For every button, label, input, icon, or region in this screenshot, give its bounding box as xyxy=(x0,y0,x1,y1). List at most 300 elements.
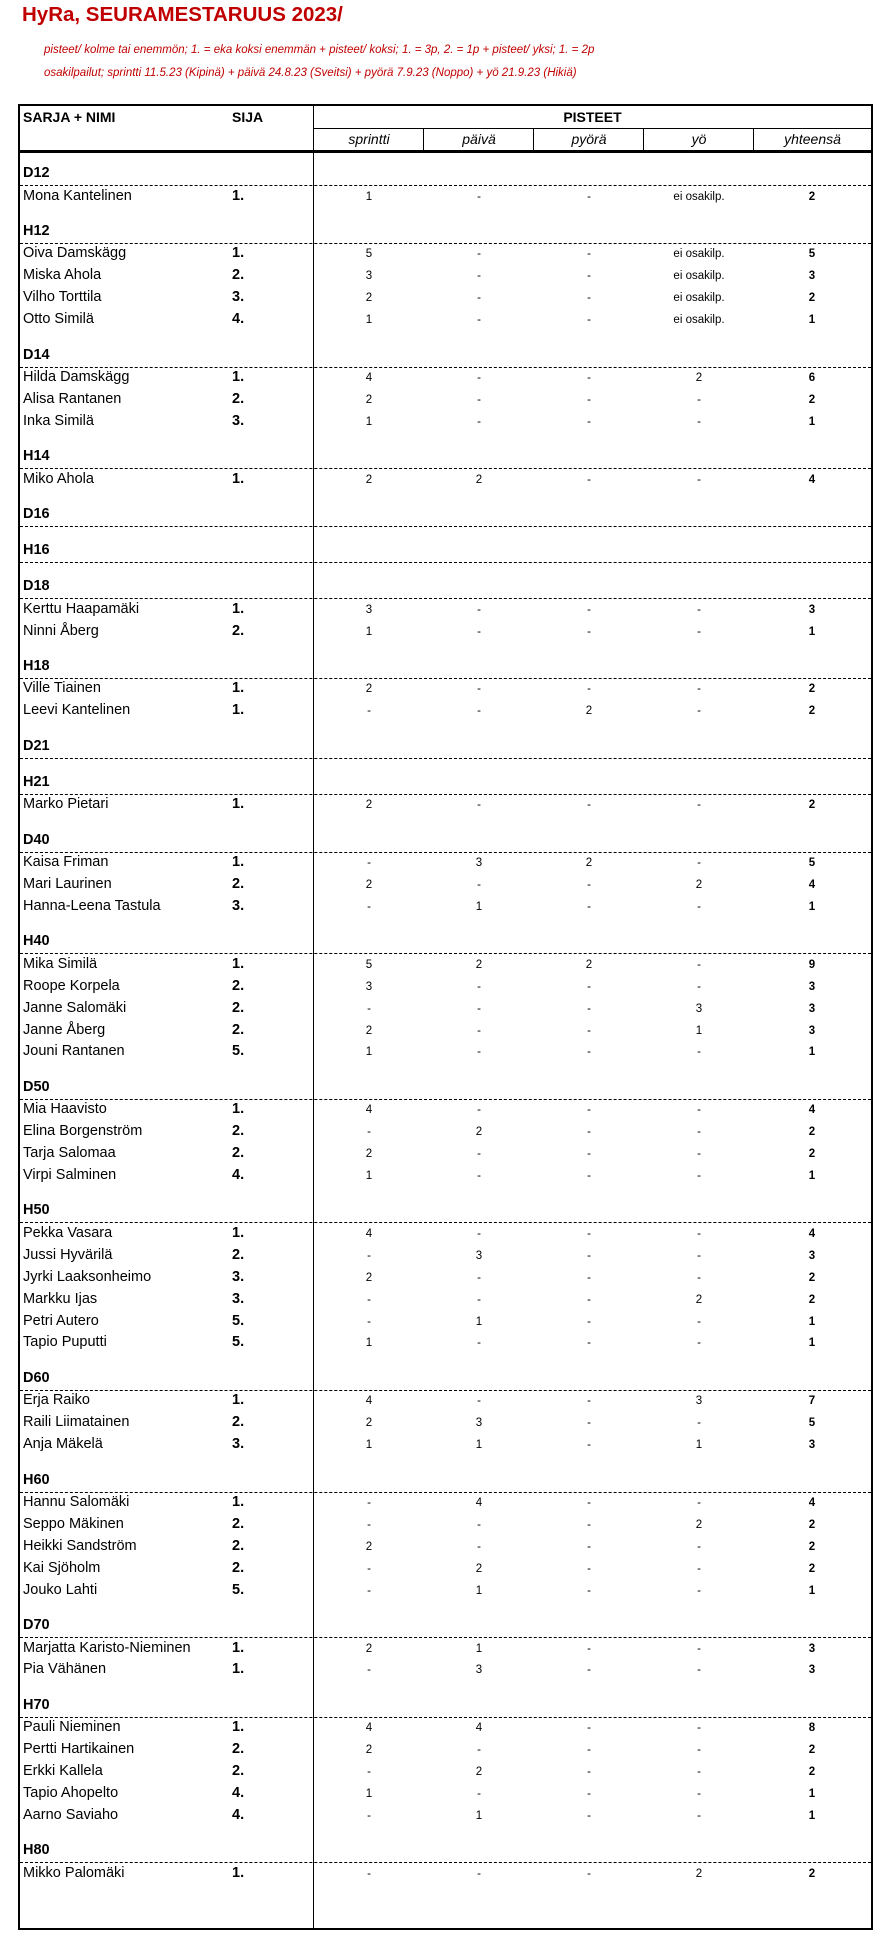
pyora-points: - xyxy=(587,473,591,486)
pyora-points: - xyxy=(587,190,591,203)
competitor-name: Kerttu Haapamäki xyxy=(23,600,140,617)
yo-points: - xyxy=(697,603,701,616)
sprintti-points: - xyxy=(367,1497,371,1509)
yo-points: - xyxy=(697,1417,701,1430)
total-points: 2 xyxy=(808,1293,816,1306)
table-row xyxy=(20,244,871,266)
placement: 2. xyxy=(232,1741,245,1758)
class-name: D16 xyxy=(23,506,50,523)
table-row xyxy=(20,1224,871,1246)
placement: 5. xyxy=(232,1043,245,1060)
class-name: H18 xyxy=(23,657,50,674)
total-points: 5 xyxy=(808,857,816,870)
paiva-points: 2 xyxy=(475,473,483,486)
pyora-points: - xyxy=(587,1046,591,1059)
paiva-points: - xyxy=(477,1002,481,1015)
class-name: D50 xyxy=(23,1078,50,1095)
total-points: 2 xyxy=(808,1126,816,1139)
total-points: 3 xyxy=(808,980,816,993)
competitor-name: Tapio Ahopelto xyxy=(23,1785,119,1801)
sprintti-points: 2 xyxy=(365,1417,373,1430)
pyora-points: - xyxy=(587,1540,591,1553)
sprintti-points: - xyxy=(367,1809,371,1822)
table-row xyxy=(20,1144,871,1166)
table-row xyxy=(20,1100,871,1122)
competitor-name: Hilda Damskägg xyxy=(23,369,130,385)
competitor-name: Miska Ahola xyxy=(23,267,102,284)
yo-points: - xyxy=(697,1766,701,1779)
paiva-points: - xyxy=(477,1867,481,1880)
table-row xyxy=(20,622,871,644)
pyora-points: - xyxy=(587,1148,591,1161)
paiva-points: 1 xyxy=(475,900,483,913)
header-pisteet: PISTEET xyxy=(563,109,622,125)
sprintti-points: 5 xyxy=(365,958,373,971)
pyora-points: - xyxy=(587,1170,591,1182)
pyora-points: - xyxy=(587,1766,591,1779)
pyora-points: - xyxy=(587,1249,591,1262)
table-row xyxy=(20,266,871,288)
table-row xyxy=(20,897,871,919)
sprintti-points: 1 xyxy=(365,1337,373,1350)
pyora-points: 2 xyxy=(585,958,593,971)
placement: 2. xyxy=(232,390,245,407)
sprintti-points: - xyxy=(367,1867,371,1880)
paiva-points: - xyxy=(477,372,481,384)
sprintti-points: - xyxy=(367,1126,371,1139)
competitor-name: Otto Similä xyxy=(23,311,94,328)
yo-points: - xyxy=(697,1642,701,1655)
sprintti-points: - xyxy=(367,705,371,718)
points-subheader xyxy=(20,129,871,151)
sprintti-points: 2 xyxy=(365,799,373,812)
yo-points: - xyxy=(697,1170,701,1182)
total-points: 4 xyxy=(808,1497,816,1509)
paiva-points: - xyxy=(477,799,481,812)
table-row xyxy=(20,1333,871,1355)
placement: 1. xyxy=(232,369,245,385)
yo-points: - xyxy=(697,1227,701,1240)
header-pyora: pyörä xyxy=(571,131,607,147)
sprintti-points: - xyxy=(367,857,371,870)
pyora-points: - xyxy=(587,1395,591,1408)
sprintti-points: 1 xyxy=(365,190,373,203)
competitor-name: Petri Autero xyxy=(23,1312,99,1329)
competitor-name: Roope Korpela xyxy=(23,977,120,994)
paiva-points: 1 xyxy=(475,1809,483,1822)
pyora-points: 2 xyxy=(585,705,593,718)
table-row xyxy=(20,853,871,875)
pyora-points: - xyxy=(587,1024,591,1037)
placement: 3. xyxy=(232,412,245,429)
yo-points: - xyxy=(697,799,701,812)
paiva-points: 2 xyxy=(475,1766,483,1779)
sprintti-points: 1 xyxy=(365,1046,373,1059)
placement: 1. xyxy=(232,796,245,813)
sprintti-points: 2 xyxy=(365,683,373,696)
yo-points: - xyxy=(697,857,701,870)
placement: 1. xyxy=(232,702,245,719)
placement: 2. xyxy=(232,1763,245,1780)
placement: 2. xyxy=(232,977,245,994)
total-points: 1 xyxy=(808,1788,816,1800)
paiva-points: - xyxy=(477,248,481,261)
total-points: 2 xyxy=(808,683,816,696)
table-row xyxy=(20,1806,871,1828)
class-name: D70 xyxy=(23,1617,50,1633)
class-name: D40 xyxy=(23,831,50,848)
yo-points: - xyxy=(697,473,701,486)
paiva-points: - xyxy=(477,190,481,203)
total-points: 3 xyxy=(808,1439,816,1452)
table-row xyxy=(20,1268,871,1290)
class-name: H50 xyxy=(23,1202,50,1219)
points-column-divider xyxy=(313,106,314,1928)
sprintti-points: 1 xyxy=(365,314,373,327)
table-row xyxy=(20,1021,871,1043)
total-points: 4 xyxy=(808,1104,816,1117)
placement: 1. xyxy=(232,1719,245,1736)
pyora-points: - xyxy=(587,1293,591,1306)
yo-points: - xyxy=(697,1046,701,1059)
competitor-name: Miko Ahola xyxy=(23,470,94,487)
paiva-points: - xyxy=(477,314,481,327)
placement: 1. xyxy=(232,600,245,617)
placement: 2. xyxy=(232,1246,245,1263)
sprintti-points: 4 xyxy=(365,1227,373,1240)
table-row xyxy=(20,1740,871,1762)
yo-points: - xyxy=(697,1148,701,1161)
yo-points: 1 xyxy=(695,1024,703,1037)
header-sija: SIJA xyxy=(232,109,264,125)
total-points: 1 xyxy=(808,415,816,428)
yo-points: - xyxy=(697,1722,701,1735)
page-title: HyRa, SEURAMESTARUUS 2023/ xyxy=(22,3,343,26)
pyora-points: - xyxy=(587,1584,591,1597)
total-points: 2 xyxy=(808,1562,816,1575)
paiva-points: - xyxy=(477,1293,481,1306)
pyora-points: - xyxy=(587,1642,591,1655)
yo-points: 1 xyxy=(695,1439,703,1452)
competitor-name: Pauli Nieminen xyxy=(23,1719,121,1736)
competitor-name: Pekka Vasara xyxy=(23,1224,113,1241)
pyora-points: - xyxy=(587,314,591,327)
table-header xyxy=(20,106,871,129)
yo-points: - xyxy=(697,900,701,913)
sprintti-points: - xyxy=(367,1249,371,1262)
total-points: 4 xyxy=(808,1227,816,1240)
sprintti-points: - xyxy=(367,1315,371,1328)
competitor-name: Erkki Kallela xyxy=(23,1763,103,1780)
placement: 2. xyxy=(232,622,245,639)
class-name: H80 xyxy=(23,1842,50,1859)
yo-points: - xyxy=(697,393,701,406)
pyora-points: - xyxy=(587,1337,591,1350)
class-name: H16 xyxy=(23,542,50,559)
yo-points: ei osakilp. xyxy=(673,190,725,203)
table-row xyxy=(20,1581,871,1603)
sprintti-points: - xyxy=(367,1664,371,1677)
competitor-name: Mona Kantelinen xyxy=(23,187,132,204)
column-divider xyxy=(643,129,644,150)
yo-points: 3 xyxy=(695,1395,703,1408)
yo-points: - xyxy=(697,980,701,993)
paiva-points: 1 xyxy=(475,1642,483,1655)
competitor-name: Mia Haavisto xyxy=(23,1101,107,1118)
class-name: H12 xyxy=(23,222,50,239)
total-points: 3 xyxy=(808,270,816,283)
placement: 3. xyxy=(232,289,245,306)
table-row xyxy=(20,1762,871,1784)
total-points: 1 xyxy=(808,1337,816,1350)
pyora-points: 2 xyxy=(585,857,593,870)
competitor-name: Hanna-Leena Tastula xyxy=(23,897,161,914)
class-name: D14 xyxy=(23,346,50,363)
group-divider xyxy=(20,526,871,527)
total-points: 3 xyxy=(808,1249,816,1262)
class-name: D12 xyxy=(23,165,50,181)
sprintti-points: 1 xyxy=(365,1788,373,1800)
yo-points: - xyxy=(697,1249,701,1262)
paiva-points: - xyxy=(477,1227,481,1240)
table-row xyxy=(20,679,871,701)
sprintti-points: 2 xyxy=(365,1744,373,1757)
competitor-name: Jouni Rantanen xyxy=(23,1043,125,1060)
pyora-points: - xyxy=(587,1867,591,1880)
header-yhteensa: yhteensä xyxy=(784,131,841,147)
pyora-points: - xyxy=(587,625,591,638)
placement: 1. xyxy=(232,680,245,697)
paiva-points: - xyxy=(477,879,481,891)
pyora-points: - xyxy=(587,1744,591,1757)
paiva-points: - xyxy=(477,393,481,406)
total-points: 5 xyxy=(808,1417,816,1430)
yo-points: - xyxy=(697,1337,701,1350)
placement: 4. xyxy=(232,1806,245,1823)
competitor-name: Markku Ijas xyxy=(23,1290,98,1307)
total-points: 1 xyxy=(808,1584,816,1597)
pyora-points: - xyxy=(587,1788,591,1800)
sprintti-points: 1 xyxy=(365,1170,373,1182)
pyora-points: - xyxy=(587,1439,591,1452)
sprintti-points: 2 xyxy=(365,1148,373,1161)
total-points: 3 xyxy=(808,603,816,616)
competitor-name: Aarno Saviaho xyxy=(23,1806,119,1823)
pyora-points: - xyxy=(587,1809,591,1822)
total-points: 1 xyxy=(808,1315,816,1328)
competitor-name: Janne Åberg xyxy=(23,1021,106,1038)
yo-points: ei osakilp. xyxy=(673,248,725,261)
pyora-points: - xyxy=(587,799,591,812)
pyora-points: - xyxy=(587,879,591,891)
paiva-points: 1 xyxy=(475,1315,483,1328)
total-points: 4 xyxy=(808,473,816,486)
table-row xyxy=(20,1122,871,1144)
paiva-points: - xyxy=(477,1337,481,1350)
paiva-points: - xyxy=(477,980,481,993)
competitor-name: Mari Laurinen xyxy=(23,876,112,892)
placement: 1. xyxy=(232,854,245,871)
paiva-points: - xyxy=(477,415,481,428)
competitor-name: Pertti Hartikainen xyxy=(23,1741,135,1758)
yo-points: - xyxy=(697,958,701,971)
yo-points: - xyxy=(697,1104,701,1117)
column-divider xyxy=(533,129,534,150)
sprintti-points: - xyxy=(367,1766,371,1779)
total-points: 9 xyxy=(808,958,816,971)
yo-points: - xyxy=(697,625,701,638)
sprintti-points: 3 xyxy=(365,270,373,283)
pyora-points: - xyxy=(587,1271,591,1284)
class-name: H21 xyxy=(23,773,50,790)
paiva-points: - xyxy=(477,1046,481,1059)
placement: 1. xyxy=(232,1224,245,1241)
pyora-points: - xyxy=(587,1664,591,1677)
yo-points: - xyxy=(697,1744,701,1757)
yo-points: - xyxy=(697,1271,701,1284)
paiva-points: - xyxy=(477,1104,481,1117)
header-rule xyxy=(20,150,871,153)
sprintti-points: 2 xyxy=(365,393,373,406)
table-row xyxy=(20,1391,871,1413)
header-sprintti: sprintti xyxy=(348,131,390,147)
competitor-name: Anja Mäkelä xyxy=(23,1436,103,1453)
total-points: 1 xyxy=(808,1170,816,1182)
pyora-points: - xyxy=(587,270,591,283)
competitor-name: Tarja Salomaa xyxy=(23,1145,116,1162)
placement: 1. xyxy=(232,187,245,204)
table-row xyxy=(20,1660,871,1682)
total-points: 3 xyxy=(808,1664,816,1677)
pyora-points: - xyxy=(587,1562,591,1575)
placement: 1. xyxy=(232,245,245,262)
competitor-name: Heikki Sandström xyxy=(23,1537,137,1554)
yo-points: - xyxy=(697,415,701,428)
paiva-points: 2 xyxy=(475,958,483,971)
competitor-name: Janne Salomäki xyxy=(23,999,127,1016)
sprintti-points: - xyxy=(367,900,371,913)
paiva-points: - xyxy=(477,1788,481,1800)
placement: 2. xyxy=(232,876,245,892)
paiva-points: - xyxy=(477,1024,481,1037)
header-sarja-nimi: SARJA + NIMI xyxy=(23,109,116,125)
total-points: 4 xyxy=(808,879,816,891)
total-points: 2 xyxy=(808,1148,816,1161)
competitor-name: Hannu Salomäki xyxy=(23,1494,130,1510)
total-points: 2 xyxy=(808,190,816,203)
table-row xyxy=(20,955,871,977)
competitor-name: Ninni Åberg xyxy=(23,622,99,639)
yo-points: - xyxy=(697,1809,701,1822)
paiva-points: 3 xyxy=(475,857,483,870)
pyora-points: - xyxy=(587,248,591,261)
sprintti-points: 4 xyxy=(365,1395,373,1408)
table-row xyxy=(20,1515,871,1537)
group-divider xyxy=(20,562,871,563)
pyora-points: - xyxy=(587,372,591,384)
yo-points: 2 xyxy=(695,1518,703,1531)
yo-points: 2 xyxy=(695,879,703,891)
yo-points: - xyxy=(697,1497,701,1509)
paiva-points: - xyxy=(477,1170,481,1182)
class-name: H14 xyxy=(23,448,50,465)
table-row xyxy=(20,875,871,897)
paiva-points: 4 xyxy=(475,1722,483,1735)
total-points: 2 xyxy=(808,1540,816,1553)
pyora-points: - xyxy=(587,415,591,428)
paiva-points: 1 xyxy=(475,1584,483,1597)
total-points: 3 xyxy=(808,1002,816,1015)
competitor-name: Leevi Kantelinen xyxy=(23,702,131,719)
table-row xyxy=(20,1312,871,1334)
sprintti-points: 2 xyxy=(365,1024,373,1037)
total-points: 3 xyxy=(808,1024,816,1037)
table-row xyxy=(20,470,871,492)
class-name: D21 xyxy=(23,737,50,754)
placement: 2. xyxy=(232,267,245,284)
placement: 2. xyxy=(232,1145,245,1162)
total-points: 7 xyxy=(808,1395,816,1408)
total-points: 1 xyxy=(808,1809,816,1822)
sprintti-points: 2 xyxy=(365,1642,373,1655)
sprintti-points: 2 xyxy=(365,292,373,305)
pyora-points: - xyxy=(587,292,591,305)
yo-points: - xyxy=(697,1540,701,1553)
paiva-points: - xyxy=(477,1744,481,1757)
class-name: H70 xyxy=(23,1696,50,1713)
competitor-name: Vilho Torttila xyxy=(23,289,102,306)
competitor-name: Mikko Palomäki xyxy=(23,1864,125,1881)
total-points: 2 xyxy=(808,1867,816,1880)
header-yo: yö xyxy=(691,131,707,147)
placement: 3. xyxy=(232,1436,245,1453)
competitor-name: Kaisa Friman xyxy=(23,854,109,871)
paiva-points: 4 xyxy=(475,1497,483,1509)
class-name: H40 xyxy=(23,933,50,950)
competitor-name: Raili Liimatainen xyxy=(23,1414,130,1431)
header-paiva: päivä xyxy=(462,131,496,147)
pyora-points: - xyxy=(587,1126,591,1139)
sprintti-points: 4 xyxy=(365,1722,373,1735)
competitor-name: Seppo Mäkinen xyxy=(23,1515,124,1532)
sprintti-points: 4 xyxy=(365,1104,373,1117)
sprintti-points: 3 xyxy=(365,980,373,993)
class-name: D18 xyxy=(23,578,50,595)
yo-points: - xyxy=(697,705,701,718)
table-row xyxy=(20,1784,871,1806)
paiva-points: 2 xyxy=(475,1562,483,1575)
placement: 1. xyxy=(232,1864,245,1881)
yo-points: 2 xyxy=(695,372,703,384)
yo-points: 3 xyxy=(695,1002,703,1015)
column-divider xyxy=(753,129,754,150)
table-row xyxy=(20,1537,871,1559)
table-row xyxy=(20,1435,871,1457)
paiva-points: - xyxy=(477,1271,481,1284)
yo-points: - xyxy=(697,683,701,696)
results-table xyxy=(18,104,873,1930)
competitor-name: Inka Similä xyxy=(23,412,94,429)
placement: 4. xyxy=(232,311,245,328)
paiva-points: 3 xyxy=(475,1249,483,1262)
total-points: 8 xyxy=(808,1722,816,1735)
table-row xyxy=(20,412,871,434)
placement: 1. xyxy=(232,1494,245,1510)
table-row xyxy=(20,310,871,332)
yo-points: 2 xyxy=(695,1867,703,1880)
sprintti-points: - xyxy=(367,1584,371,1597)
total-points: 3 xyxy=(808,1642,816,1655)
